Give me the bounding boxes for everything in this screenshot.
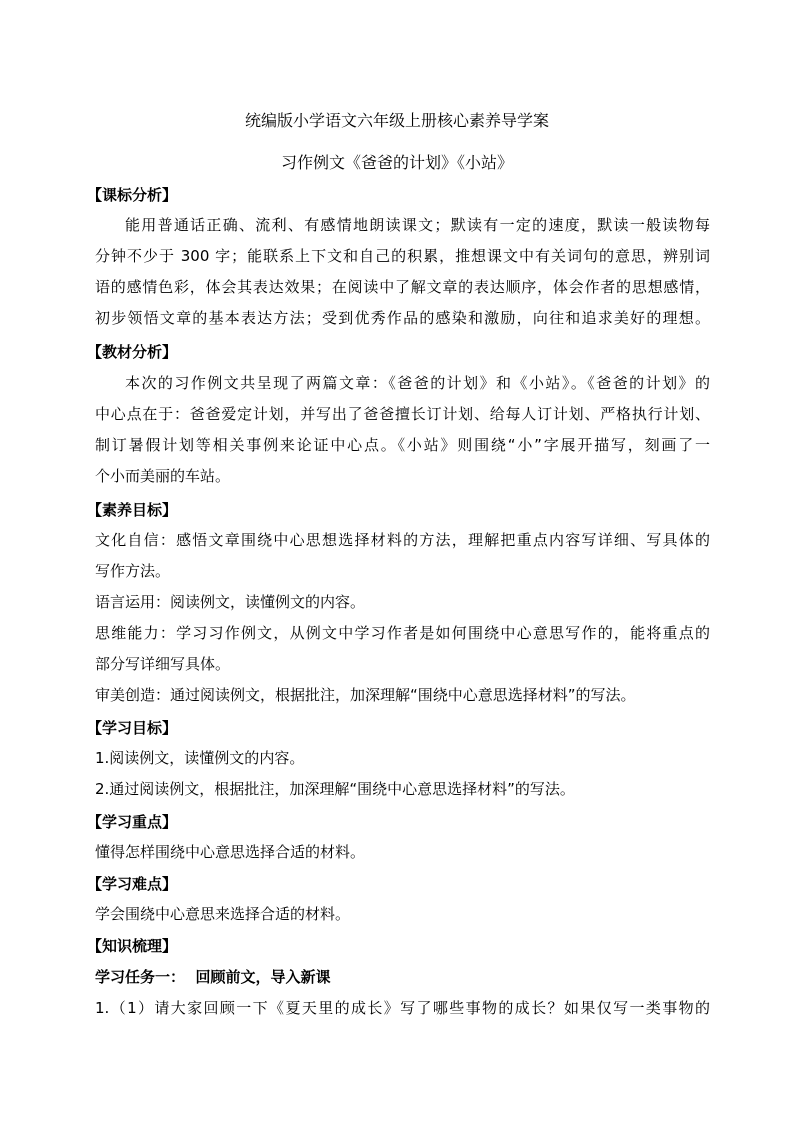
paragraph-line: 能用普通话正确、流利、有感情地朗读课文；默读有一定的速度，默读一般读物每 [125, 216, 710, 234]
section-heading-nandian: 【学习难点】 [87, 875, 178, 893]
document-subtitle: 习作例文《爸爸的计划》《小站》 [280, 153, 513, 172]
paragraph-line: 1.阅读例文，读懂例文的内容。 [95, 749, 305, 767]
paragraph-line: 文化自信：感悟文章围绕中心思想选择材料的方法，理解把重点内容写详细、写具体的 [95, 531, 710, 549]
paragraph-line: 2.通过阅读例文，根据批注，加深理解“围绕中心意思选择材料”的写法。 [95, 780, 575, 798]
paragraph-line: 语的感情色彩，体会其表达效果；在阅读中了解文章的表达顺序，体会作者的思想感情， [95, 278, 710, 296]
paragraph-line: 思维能力：学习习作例文，从例文中学习作者是如何围绕中心意思写作的，能将重点的 [95, 624, 710, 642]
paragraph-line: 个小而美丽的车站。 [95, 467, 231, 485]
paragraph-line: 制订暑假计划等相关事例来论证中心点。《小站》则围绕“小”字展开描写，刻画了一 [95, 436, 710, 454]
task-title: 学习任务一： 回顾前文，导入新课 [95, 968, 331, 986]
paragraph-line: 本次的习作例文共呈现了两篇文章：《爸爸的计划》和《小站》。《爸爸的计划》的 [125, 374, 710, 392]
section-heading-shuli: 【知识梳理】 [87, 937, 178, 955]
document-title: 统编版小学语文六年级上册核心素养导学案 [244, 111, 549, 130]
paragraph-line: 1.（1）请大家回顾一下《夏天里的成长》写了哪些事物的成长？如果仅写一类事物的 [95, 999, 710, 1017]
section-heading-jiaocai: 【教材分析】 [87, 343, 178, 361]
paragraph-line: 分钟不少于 300 字；能联系上下文和自己的积累，推想课文中有关词句的意思，辨别词 [95, 247, 710, 265]
section-heading-mubiao: 【学习目标】 [87, 719, 178, 737]
paragraph-line: 部分写详细写具体。 [95, 655, 231, 673]
paragraph-line: 学会围绕中心意思来选择合适的材料。 [95, 905, 351, 923]
paragraph-line: 写作方法。 [95, 562, 171, 580]
section-heading-suyang: 【素养目标】 [87, 501, 178, 519]
paragraph-line: 语言运用：阅读例文，读懂例文的内容。 [95, 593, 366, 611]
paragraph-line: 中心点在于：爸爸爱定计划，并写出了爸爸擅长订计划、给每人订计划、严格执行计划、 [95, 405, 710, 423]
section-heading-zhongdian: 【学习重点】 [87, 813, 178, 831]
section-heading-kebiao: 【课标分析】 [87, 186, 178, 204]
paragraph-line: 初步领悟文章的基本表达方法；受到优秀作品的感染和激励，向往和追求美好的理想。 [95, 309, 710, 327]
paragraph-line: 审美创造：通过阅读例文，根据批注，加深理解“围绕中心意思选择材料”的写法。 [95, 686, 636, 704]
paragraph-line: 懂得怎样围绕中心意思选择合适的材料。 [95, 843, 366, 861]
